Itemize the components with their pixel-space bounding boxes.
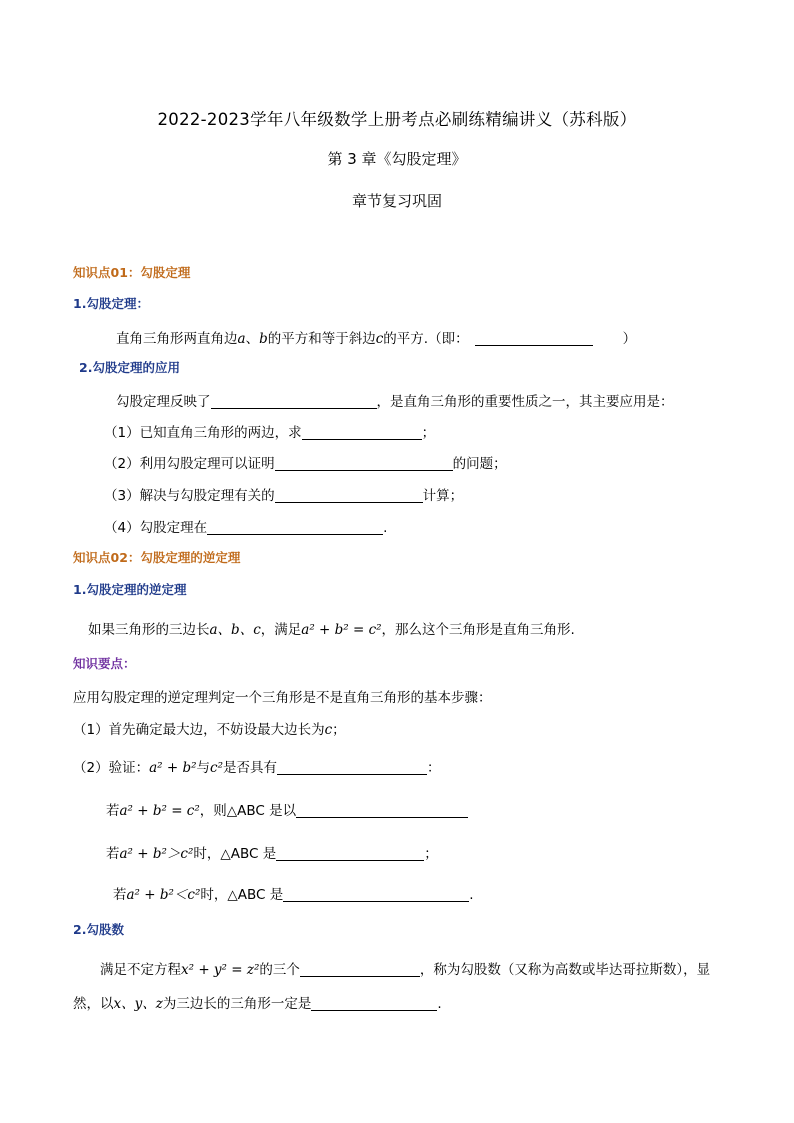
application-item-4: （4）勾股定理在 . [104, 520, 388, 536]
fill-blank[interactable] [283, 887, 469, 902]
step-1: （1）首先确定最大边，不妨设最大边长为c； [73, 722, 346, 738]
application-item-1: （1）已知直角三角形的两边，求 ； [104, 425, 436, 441]
kp1-sub1-heading: 1.勾股定理： [73, 296, 149, 311]
kp2-sub1-heading: 1.勾股定理的逆定理 [73, 582, 187, 597]
pythagorean-triples-line-2: 然，以x、y、z为三边长的三角形一定是 . [73, 996, 442, 1012]
fill-blank[interactable] [296, 803, 468, 818]
fill-blank[interactable] [276, 846, 424, 861]
fill-blank[interactable] [211, 394, 377, 409]
case-equal: 若a² + b² = c²，则△ABC 是以 [106, 799, 468, 819]
pythagorean-triples-line-1: 满足不定方程x² + y² = z²的三个 ，称为勾股数（又称为高数或毕达哥拉斯数），显 [100, 962, 711, 978]
fill-blank[interactable] [300, 962, 420, 977]
kp1-sub2-heading: 2.勾股定理的应用 [79, 360, 180, 375]
chapter-title: 第 3 章《勾股定理》 [327, 150, 467, 168]
application-item-3: （3）解决与勾股定理有关的 计算； [104, 488, 464, 504]
application-item-2: （2）利用勾股定理可以证明 的问题； [104, 456, 507, 472]
application-intro: 勾股定理反映了 ，是直角三角形的重要性质之一，其主要应用是： [116, 394, 674, 410]
fill-blank[interactable] [277, 760, 427, 775]
converse-statement: 如果三角形的三边长a、b、c，满足a² + b² = c²，那么这个三角形是直角三角形. [88, 622, 575, 638]
fill-blank[interactable] [275, 488, 423, 503]
step-2: （2）验证：a² + b²与c²是否具有 ： [73, 760, 441, 776]
steps-intro: 应用勾股定理的逆定理判定一个三角形是不是直角三角形的基本步骤： [73, 690, 492, 706]
fill-blank[interactable] [275, 456, 453, 471]
case-less: 若a² + b²＜c²时，△ABC 是 . [113, 887, 474, 903]
case-greater: 若a² + b²＞c²时，△ABC 是 ； [106, 846, 438, 862]
theorem-statement: 直角三角形两直角边a、b的平方和等于斜边c的平方.（即： ） [116, 331, 637, 347]
fill-blank[interactable] [302, 425, 422, 440]
section-title: 章节复习巩固 [351, 192, 442, 210]
key-points-label: 知识要点： [73, 656, 136, 671]
kp2-heading: 知识点02：勾股定理的逆定理 [73, 550, 241, 565]
kp1-heading: 知识点01：勾股定理 [73, 265, 191, 280]
fill-blank[interactable] [311, 996, 437, 1011]
kp2-sub2-heading: 2.勾股数 [73, 922, 124, 937]
fill-blank[interactable] [207, 520, 383, 535]
fill-blank[interactable] [475, 331, 593, 346]
document-title: 2022-2023学年八年级数学上册考点必刷练精编讲义（苏科版） [157, 110, 637, 129]
